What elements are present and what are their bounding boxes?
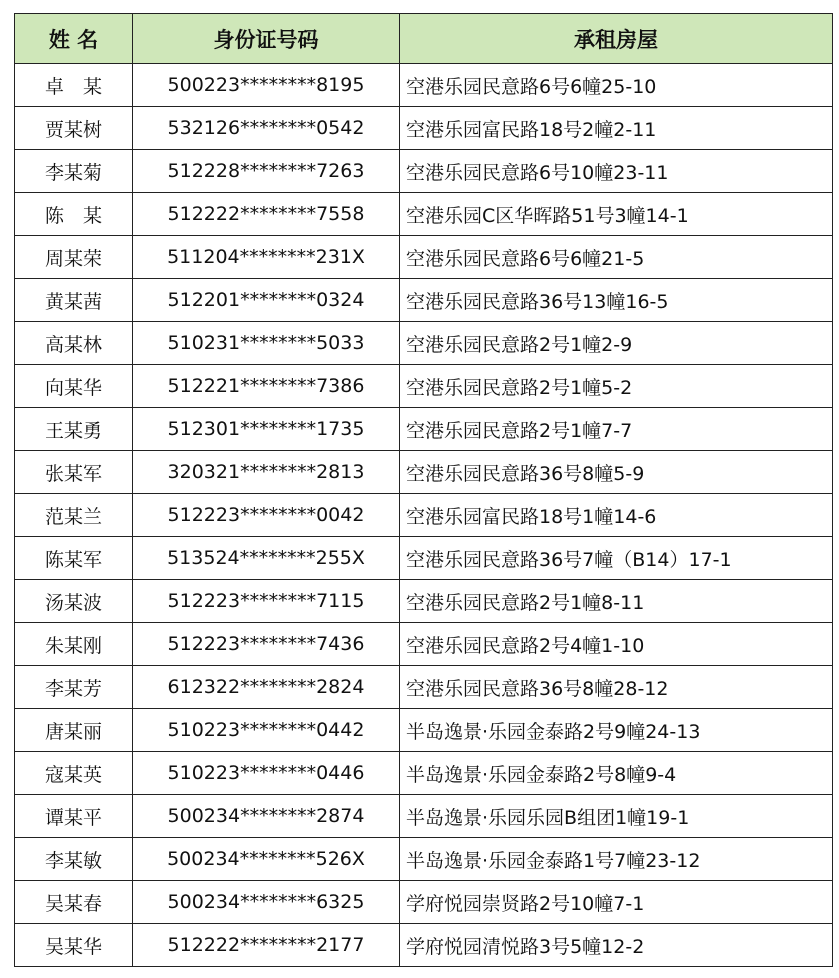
cell-name: 汤某波	[15, 580, 133, 623]
cell-id-number: 512222********2177	[133, 924, 400, 967]
cell-name: 吴某华	[15, 924, 133, 967]
cell-rented-house: 空港乐园民意路36号13幢16-5	[400, 279, 833, 322]
cell-id-number: 500234********6325	[133, 881, 400, 924]
header-id-number: 身份证号码	[133, 14, 400, 64]
cell-rented-house: 空港乐园C区华晖路51号3幢14-1	[400, 193, 833, 236]
table-row	[15, 236, 833, 279]
cell-rented-house: 空港乐园富民路18号1幢14-6	[400, 494, 833, 537]
cell-name: 周某荣	[15, 236, 133, 279]
cell-rented-house: 半岛逸景·乐园金泰路2号8幢9-4	[400, 752, 833, 795]
cell-name: 王某勇	[15, 408, 133, 451]
cell-id-number: 512301********1735	[133, 408, 400, 451]
cell-name: 谭某平	[15, 795, 133, 838]
cell-rented-house: 空港乐园民意路2号4幢1-10	[400, 623, 833, 666]
cell-id-number: 320321********2813	[133, 451, 400, 494]
cell-rented-house: 空港乐园民意路2号1幢8-11	[400, 580, 833, 623]
table-row	[15, 365, 833, 408]
table-row	[15, 881, 833, 924]
cell-rented-house: 半岛逸景·乐园金泰路2号9幢24-13	[400, 709, 833, 752]
table-row	[15, 666, 833, 709]
cell-name: 卓 某	[15, 64, 133, 107]
table-row	[15, 752, 833, 795]
table-row	[15, 279, 833, 322]
cell-id-number: 500234********2874	[133, 795, 400, 838]
table-row	[15, 924, 833, 967]
table-row	[15, 709, 833, 752]
cell-name: 向某华	[15, 365, 133, 408]
cell-id-number: 512223********7115	[133, 580, 400, 623]
cell-rented-house: 学府悦园崇贤路2号10幢7-1	[400, 881, 833, 924]
cell-name: 唐某丽	[15, 709, 133, 752]
cell-id-number: 512221********7386	[133, 365, 400, 408]
table-row	[15, 623, 833, 666]
cell-rented-house: 学府悦园清悦路3号5幢12-2	[400, 924, 833, 967]
cell-name: 吴某春	[15, 881, 133, 924]
cell-name: 李某芳	[15, 666, 133, 709]
cell-rented-house: 空港乐园民意路6号6幢21-5	[400, 236, 833, 279]
tenant-table	[14, 13, 833, 967]
cell-rented-house: 空港乐园民意路6号6幢25-10	[400, 64, 833, 107]
cell-rented-house: 空港乐园民意路36号7幢（B14）17-1	[400, 537, 833, 580]
cell-id-number: 513524********255X	[133, 537, 400, 580]
cell-rented-house: 空港乐园民意路2号1幢7-7	[400, 408, 833, 451]
cell-name: 李某菊	[15, 150, 133, 193]
cell-id-number: 512223********7436	[133, 623, 400, 666]
cell-name: 贾某树	[15, 107, 133, 150]
cell-name: 黄某茜	[15, 279, 133, 322]
table-header	[15, 14, 833, 64]
cell-rented-house: 半岛逸景·乐园金泰路1号7幢23-12	[400, 838, 833, 881]
table-row	[15, 451, 833, 494]
header-name: 姓 名	[15, 14, 133, 64]
cell-rented-house: 空港乐园富民路18号2幢2-11	[400, 107, 833, 150]
table-row	[15, 580, 833, 623]
cell-name: 寇某英	[15, 752, 133, 795]
table-row	[15, 193, 833, 236]
cell-rented-house: 半岛逸景·乐园乐园B组团1幢19-1	[400, 795, 833, 838]
cell-id-number: 532126********0542	[133, 107, 400, 150]
table-row	[15, 150, 833, 193]
table-row	[15, 795, 833, 838]
cell-name: 范某兰	[15, 494, 133, 537]
cell-name: 张某军	[15, 451, 133, 494]
cell-id-number: 512222********7558	[133, 193, 400, 236]
table-row	[15, 537, 833, 580]
cell-name: 陈某军	[15, 537, 133, 580]
table-row	[15, 838, 833, 881]
cell-id-number: 500223********8195	[133, 64, 400, 107]
table-row	[15, 494, 833, 537]
cell-id-number: 510231********5033	[133, 322, 400, 365]
cell-name: 陈 某	[15, 193, 133, 236]
cell-rented-house: 空港乐园民意路36号8幢28-12	[400, 666, 833, 709]
cell-id-number: 511204********231X	[133, 236, 400, 279]
cell-id-number: 510223********0442	[133, 709, 400, 752]
cell-id-number: 512228********7263	[133, 150, 400, 193]
table-row	[15, 107, 833, 150]
cell-rented-house: 空港乐园民意路36号8幢5-9	[400, 451, 833, 494]
cell-rented-house: 空港乐园民意路2号1幢5-2	[400, 365, 833, 408]
table-row	[15, 64, 833, 107]
cell-id-number: 500234********526X	[133, 838, 400, 881]
cell-id-number: 612322********2824	[133, 666, 400, 709]
cell-id-number: 512201********0324	[133, 279, 400, 322]
cell-name: 李某敏	[15, 838, 133, 881]
cell-name: 朱某刚	[15, 623, 133, 666]
table-body	[15, 64, 833, 967]
table-row	[15, 408, 833, 451]
header-rented-house: 承租房屋	[400, 14, 833, 64]
table-row	[15, 322, 833, 365]
cell-id-number: 512223********0042	[133, 494, 400, 537]
cell-name: 高某林	[15, 322, 133, 365]
header-row	[15, 14, 833, 64]
cell-id-number: 510223********0446	[133, 752, 400, 795]
cell-rented-house: 空港乐园民意路6号10幢23-11	[400, 150, 833, 193]
cell-rented-house: 空港乐园民意路2号1幢2-9	[400, 322, 833, 365]
